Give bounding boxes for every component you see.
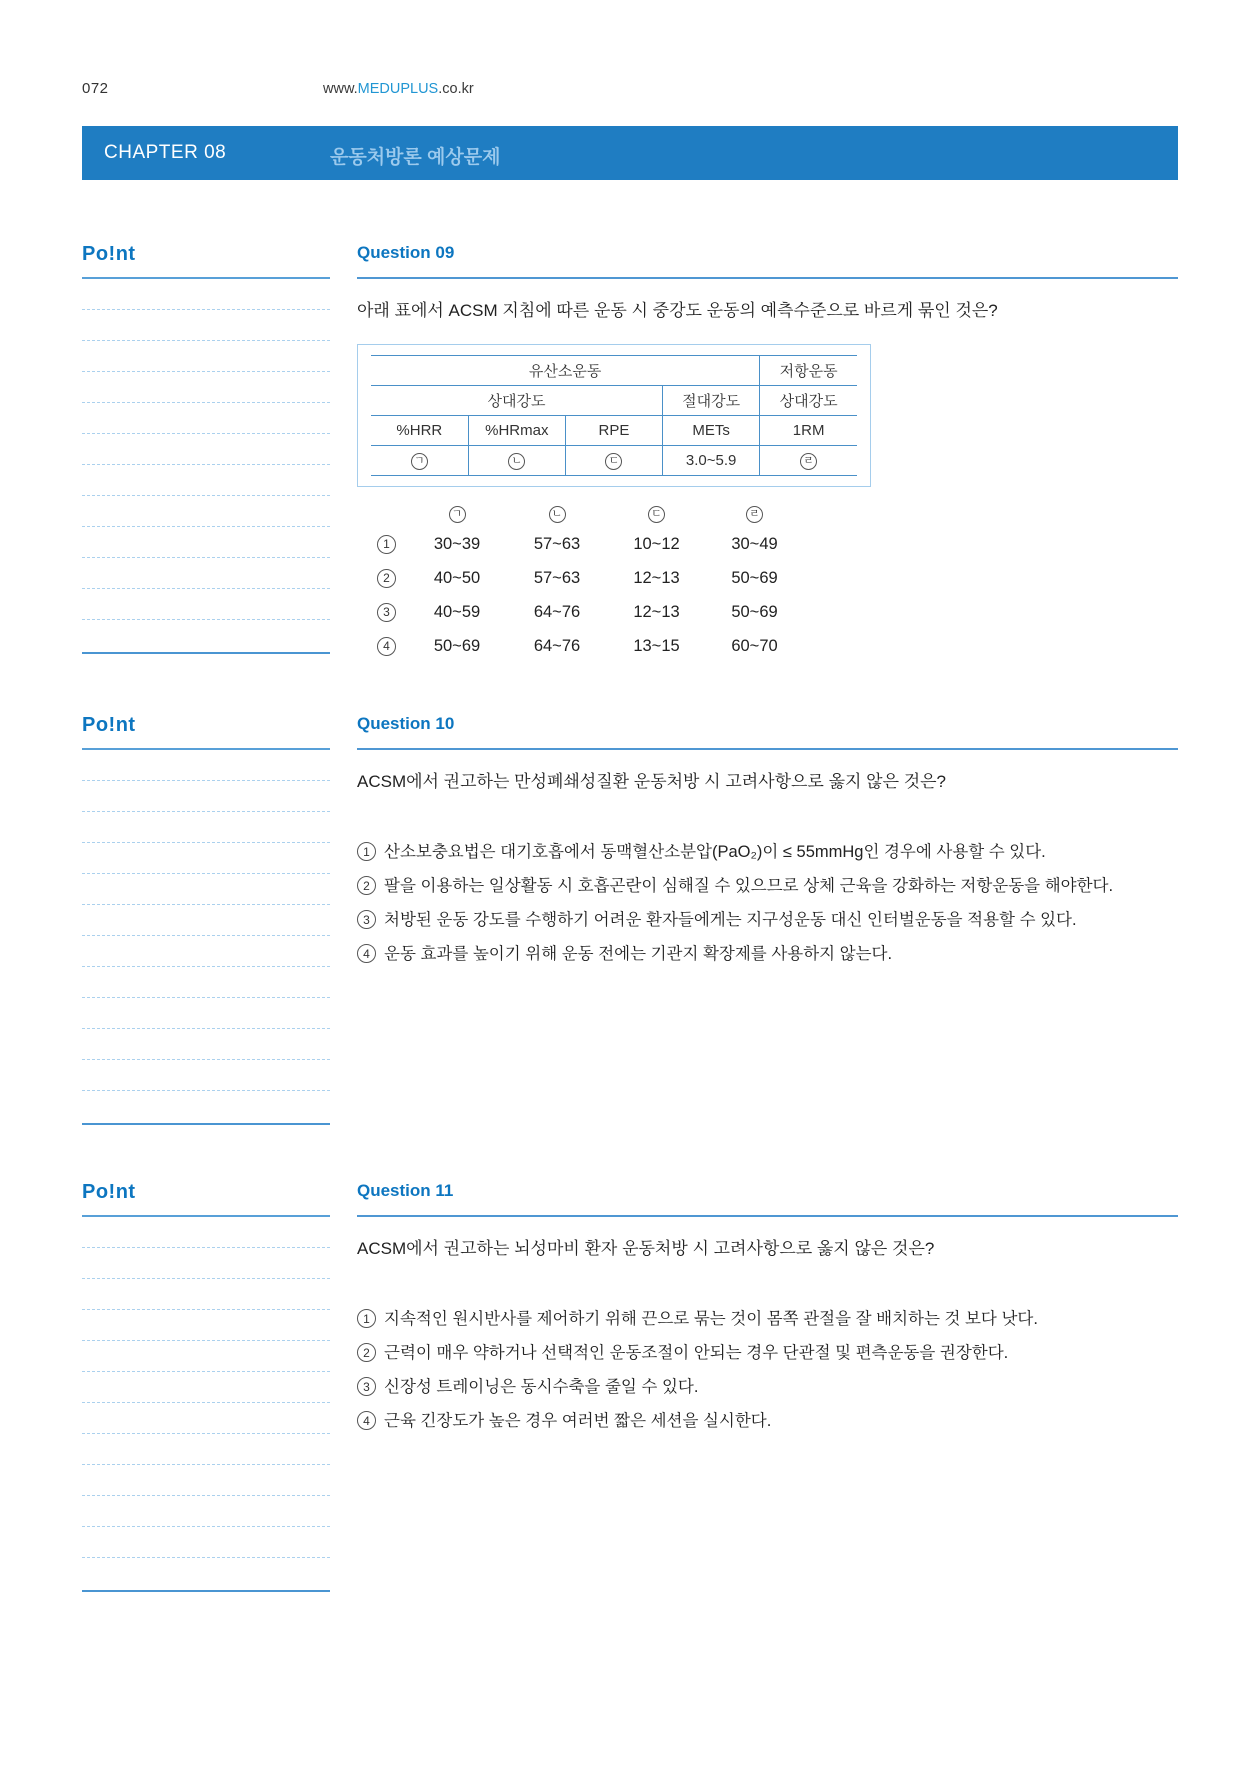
- circled-marker: ㄷ: [648, 506, 665, 523]
- table-cell: [565, 446, 662, 476]
- note-line: [82, 936, 330, 967]
- note-line: [82, 1465, 330, 1496]
- table-row-groups: [371, 356, 857, 386]
- choice-text: 근력이 매우 약하거나 선택적인 운동조절이 안되는 경우 단관절 및 편측운동을 권장한다.: [384, 1344, 1009, 1362]
- table-cell: 3.0~5.9: [663, 446, 760, 476]
- choice-number: 2: [357, 1343, 376, 1362]
- circled-marker: ㄹ: [800, 453, 817, 470]
- note-line: [82, 1060, 330, 1091]
- question-divider: [357, 748, 1178, 750]
- choice-value: 50~69: [731, 568, 778, 587]
- note-line: [82, 874, 330, 905]
- table-row-subgroups: [371, 386, 857, 416]
- choice-number: 4: [377, 637, 396, 656]
- choice-value: 12~13: [633, 602, 680, 621]
- choice-value: 30~49: [731, 534, 778, 553]
- question-11-block: [357, 1181, 1178, 1432]
- note-line: [82, 527, 330, 558]
- url-brand: MEDUPLUS: [357, 81, 439, 97]
- choice-value: 13~15: [633, 636, 680, 655]
- note-line: [82, 1527, 330, 1558]
- note-line: [82, 781, 330, 812]
- note-line: [82, 434, 330, 465]
- choice-row-1: [357, 841, 1178, 863]
- point-close-divider: [82, 652, 330, 654]
- question-text: ACSM에서 권고하는 뇌성마비 환자 운동처방 시 고려사항으로 옳지 않은 것은?: [357, 1239, 935, 1258]
- choice-value: 64~76: [533, 602, 581, 621]
- choice-row-2: [357, 875, 1178, 897]
- note-line: [82, 1372, 330, 1403]
- choice-value: 50~69: [433, 636, 481, 655]
- choice-value: 30~39: [433, 534, 481, 553]
- note-line: [82, 1217, 330, 1248]
- table-cell: [468, 446, 565, 476]
- choice-number: 3: [357, 910, 376, 929]
- note-line: [82, 372, 330, 403]
- choice-value: 57~63: [533, 534, 581, 553]
- choice-value: 12~13: [633, 568, 680, 587]
- choice-text: 산소보충요법은 대기호흡에서 동맥혈산소분압(PaO₂)이 ≤ 55mmHg인 경우에 사용할 수 있다.: [384, 843, 1046, 861]
- choice-row-4: [357, 943, 1178, 965]
- circled-marker: ㄷ: [605, 453, 622, 470]
- page-number: 072: [82, 80, 109, 97]
- table-cell: 절대강도: [663, 386, 760, 416]
- choice-text: 팔을 이용하는 일상활동 시 호흡곤란이 심해질 수 있으므로 상체 근육을 강화하는 저항운동을 해야한다.: [384, 877, 1114, 895]
- point-label: Po!nt: [82, 714, 136, 736]
- choice-text: 신장성 트레이닝은 동시수축을 줄일 수 있다.: [384, 1378, 699, 1396]
- url-suffix: .co.kr: [438, 81, 474, 97]
- intensity-table-box: [357, 344, 871, 487]
- note-line: [82, 558, 330, 589]
- choice-list: [357, 1308, 1178, 1432]
- question-label: Question 09: [357, 243, 455, 262]
- choice-list: [357, 841, 1178, 965]
- choice-value: 57~63: [533, 568, 581, 587]
- note-line: [82, 465, 330, 496]
- question-text: 아래 표에서 ACSM 지침에 따른 운동 시 중강도 운동의 예측수준으로 바르게 묶인 것은?: [357, 301, 998, 320]
- question-divider: [357, 1215, 1178, 1217]
- chapter-banner: [82, 126, 1178, 180]
- table-cell: 상대강도: [371, 386, 663, 416]
- note-line: [82, 750, 330, 781]
- note-line: [82, 1434, 330, 1465]
- table-cell: 상대강도: [760, 386, 857, 416]
- choice-number: 1: [357, 842, 376, 861]
- choice-number: 2: [357, 876, 376, 895]
- point-label: Po!nt: [82, 1181, 136, 1203]
- choice-number: 4: [357, 944, 376, 963]
- note-line: [82, 403, 330, 434]
- point-sidebar-3: [82, 1181, 330, 1592]
- note-line: [82, 1341, 330, 1372]
- choice-row-4: [357, 1410, 1178, 1432]
- choice-number: 1: [357, 1309, 376, 1328]
- table-cell: [371, 446, 468, 476]
- choice-row-2: [357, 561, 1178, 595]
- intensity-table: [371, 355, 857, 476]
- banner-title: 운동처방론 예상문제: [330, 147, 501, 168]
- choice-row-1: [357, 1308, 1178, 1330]
- choice-number: 4: [357, 1411, 376, 1430]
- table-cell: 1RM: [760, 416, 857, 446]
- table-cell: %HRR: [371, 416, 468, 446]
- choice-row-4: [357, 629, 1178, 663]
- circled-marker: ㄱ: [411, 453, 428, 470]
- choice-header-row: [357, 501, 1178, 527]
- note-line: [82, 1029, 330, 1060]
- choice-text: 지속적인 원시반사를 제어하기 위해 끈으로 묶는 것이 몸쪽 관절을 잘 배치하는 것 보다 낫다.: [384, 1310, 1038, 1328]
- note-line: [82, 589, 330, 620]
- question-10-block: [357, 714, 1178, 965]
- note-line: [82, 967, 330, 998]
- choice-number: 2: [377, 569, 396, 588]
- circled-marker: ㄴ: [549, 506, 566, 523]
- choice-row-3: [357, 909, 1178, 931]
- page-header: [82, 80, 1178, 100]
- choice-text: 근육 긴장도가 높은 경우 여러번 짧은 세션을 실시한다.: [384, 1412, 772, 1430]
- table-cell: 저항운동: [760, 356, 857, 386]
- choice-value: 40~59: [433, 602, 481, 621]
- circled-marker: ㄹ: [746, 506, 763, 523]
- question-label: Question 10: [357, 714, 455, 733]
- table-cell: RPE: [565, 416, 662, 446]
- chapter-label: CHAPTER 08: [104, 142, 227, 163]
- table-row-values: [371, 446, 857, 476]
- note-line: [82, 1279, 330, 1310]
- table-cell: %HRmax: [468, 416, 565, 446]
- question-label: Question 11: [357, 1181, 454, 1200]
- note-line: [82, 1310, 330, 1341]
- choice-row-1: [357, 527, 1178, 561]
- note-line: [82, 1248, 330, 1279]
- choice-number: 3: [357, 1377, 376, 1396]
- choice-number: 3: [377, 603, 396, 622]
- choice-row-3: [357, 1376, 1178, 1398]
- note-line: [82, 279, 330, 310]
- circled-marker: ㄱ: [449, 506, 466, 523]
- note-line: [82, 1403, 330, 1434]
- choice-text: 처방된 운동 강도를 수행하기 어려운 환자들에게는 지구성운동 대신 인터벌운동을 적용할 수 있다.: [384, 911, 1077, 929]
- choice-row-2: [357, 1342, 1178, 1364]
- choice-row-3: [357, 595, 1178, 629]
- point-close-divider: [82, 1123, 330, 1125]
- point-close-divider: [82, 1590, 330, 1592]
- choice-text: 운동 효과를 높이기 위해 운동 전에는 기관지 확장제를 사용하지 않는다.: [384, 945, 893, 963]
- note-line: [82, 310, 330, 341]
- note-line: [82, 843, 330, 874]
- note-line: [82, 905, 330, 936]
- table-cell: [760, 446, 857, 476]
- url-prefix: www.: [323, 81, 358, 97]
- note-line: [82, 998, 330, 1029]
- note-line: [82, 812, 330, 843]
- question-09-block: [357, 243, 1178, 663]
- choice-value: 60~70: [731, 636, 778, 655]
- point-sidebar-2: [82, 714, 330, 1125]
- choice-value: 40~50: [433, 568, 481, 587]
- question-divider: [357, 277, 1178, 279]
- table-cell: METs: [663, 416, 760, 446]
- choice-value: 50~69: [731, 602, 778, 621]
- point-label: Po!nt: [82, 243, 136, 265]
- choice-value: 64~76: [533, 636, 581, 655]
- table-row-columns: [371, 416, 857, 446]
- site-url: [323, 81, 474, 97]
- circled-marker: ㄴ: [508, 453, 525, 470]
- choice-value: 10~12: [633, 534, 680, 553]
- choice-number: 1: [377, 535, 396, 554]
- note-line: [82, 341, 330, 372]
- note-line: [82, 1496, 330, 1527]
- point-sidebar-1: [82, 243, 330, 654]
- question-text: ACSM에서 권고하는 만성폐쇄성질환 운동처방 시 고려사항으로 옳지 않은 것은?: [357, 772, 947, 791]
- table-cell: 유산소운동: [371, 356, 760, 386]
- note-line: [82, 496, 330, 527]
